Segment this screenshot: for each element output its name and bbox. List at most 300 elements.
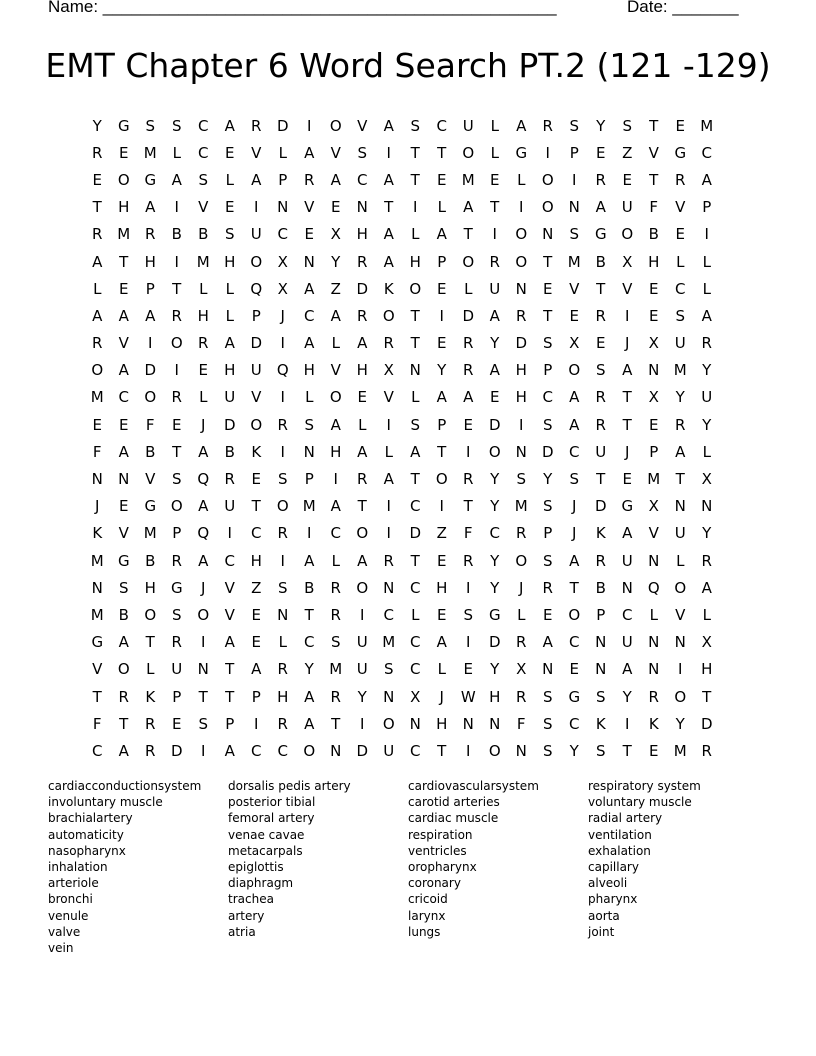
- grid-letter[interactable]: R: [92, 225, 103, 244]
- grid-letter[interactable]: R: [701, 334, 712, 353]
- grid-letter[interactable]: C: [251, 741, 262, 760]
- grid-letter[interactable]: G: [515, 143, 528, 162]
- grid-letter[interactable]: D: [594, 497, 607, 516]
- grid-letter[interactable]: O: [515, 252, 528, 271]
- grid-letter[interactable]: D: [250, 334, 263, 353]
- grid-letter[interactable]: J: [572, 497, 577, 516]
- grid-letter[interactable]: O: [488, 741, 501, 760]
- grid-letter[interactable]: C: [569, 714, 580, 733]
- grid-letter[interactable]: I: [413, 198, 418, 217]
- grid-letter[interactable]: P: [145, 279, 155, 298]
- grid-letter[interactable]: S: [410, 116, 421, 135]
- grid-letter[interactable]: N: [648, 551, 660, 570]
- grid-letter[interactable]: M: [382, 633, 396, 652]
- grid-letter[interactable]: A: [251, 660, 262, 679]
- grid-letter[interactable]: M: [143, 524, 157, 543]
- grid-letter[interactable]: I: [333, 470, 338, 489]
- grid-letter[interactable]: C: [277, 741, 288, 760]
- grid-letter[interactable]: G: [117, 116, 130, 135]
- grid-letter[interactable]: T: [304, 605, 314, 624]
- grid-letter[interactable]: I: [174, 198, 179, 217]
- grid-letter[interactable]: I: [386, 415, 391, 434]
- grid-letter[interactable]: L: [278, 633, 287, 652]
- grid-letter[interactable]: T: [675, 470, 685, 489]
- grid-letter[interactable]: E: [92, 415, 102, 434]
- grid-letter[interactable]: Y: [331, 252, 341, 271]
- grid-letter[interactable]: S: [304, 415, 315, 434]
- grid-letter[interactable]: N: [303, 442, 315, 461]
- grid-letter[interactable]: S: [569, 470, 580, 489]
- grid-letter[interactable]: J: [201, 415, 206, 434]
- grid-letter[interactable]: R: [595, 551, 606, 570]
- grid-letter[interactable]: T: [384, 198, 394, 217]
- grid-letter[interactable]: A: [701, 578, 712, 597]
- grid-letter[interactable]: C: [622, 605, 633, 624]
- grid-letter[interactable]: C: [569, 442, 580, 461]
- grid-letter[interactable]: T: [437, 741, 447, 760]
- grid-letter[interactable]: C: [675, 279, 686, 298]
- grid-letter[interactable]: K: [145, 687, 156, 706]
- grid-letter[interactable]: P: [437, 252, 447, 271]
- grid-letter[interactable]: R: [171, 551, 182, 570]
- grid-letter[interactable]: H: [277, 687, 289, 706]
- grid-letter[interactable]: Y: [622, 687, 632, 706]
- grid-letter[interactable]: O: [541, 170, 554, 189]
- grid-letter[interactable]: A: [675, 442, 686, 461]
- grid-letter[interactable]: G: [91, 633, 104, 652]
- grid-letter[interactable]: E: [649, 741, 659, 760]
- grid-letter[interactable]: Y: [490, 334, 500, 353]
- grid-letter[interactable]: L: [490, 116, 499, 135]
- grid-letter[interactable]: H: [144, 252, 156, 271]
- grid-letter[interactable]: K: [383, 279, 394, 298]
- grid-letter[interactable]: L: [146, 660, 155, 679]
- grid-letter[interactable]: O: [170, 334, 183, 353]
- grid-letter[interactable]: L: [225, 170, 234, 189]
- grid-letter[interactable]: S: [569, 225, 580, 244]
- grid-letter[interactable]: E: [225, 198, 235, 217]
- grid-letter[interactable]: N: [542, 225, 554, 244]
- grid-letter[interactable]: L: [384, 442, 393, 461]
- grid-letter[interactable]: O: [303, 741, 316, 760]
- grid-letter[interactable]: V: [198, 198, 209, 217]
- grid-letter[interactable]: N: [674, 633, 686, 652]
- grid-letter[interactable]: A: [118, 306, 129, 325]
- grid-letter[interactable]: I: [625, 306, 630, 325]
- grid-letter[interactable]: T: [331, 714, 341, 733]
- grid-letter[interactable]: A: [224, 741, 235, 760]
- grid-letter[interactable]: C: [542, 388, 553, 407]
- grid-letter[interactable]: E: [596, 143, 606, 162]
- grid-letter[interactable]: F: [516, 714, 526, 733]
- grid-letter[interactable]: N: [303, 252, 315, 271]
- grid-letter[interactable]: I: [466, 442, 471, 461]
- grid-letter[interactable]: I: [254, 714, 259, 733]
- grid-letter[interactable]: A: [198, 551, 209, 570]
- grid-letter[interactable]: P: [225, 714, 235, 733]
- grid-letter[interactable]: D: [700, 714, 713, 733]
- grid-letter[interactable]: B: [171, 225, 182, 244]
- grid-letter[interactable]: V: [383, 388, 394, 407]
- grid-letter[interactable]: O: [117, 170, 130, 189]
- grid-letter[interactable]: S: [145, 116, 156, 135]
- grid-letter[interactable]: T: [649, 116, 659, 135]
- grid-letter[interactable]: E: [569, 306, 579, 325]
- grid-letter[interactable]: S: [224, 225, 235, 244]
- grid-letter[interactable]: E: [596, 334, 606, 353]
- grid-letter[interactable]: S: [198, 170, 209, 189]
- grid-letter[interactable]: O: [462, 252, 475, 271]
- grid-letter[interactable]: O: [250, 252, 263, 271]
- grid-letter[interactable]: E: [304, 225, 314, 244]
- grid-letter[interactable]: Y: [702, 361, 712, 380]
- grid-letter[interactable]: L: [649, 605, 658, 624]
- grid-letter[interactable]: A: [436, 633, 447, 652]
- grid-letter[interactable]: E: [490, 388, 500, 407]
- grid-letter[interactable]: T: [410, 143, 420, 162]
- grid-letter[interactable]: R: [542, 578, 553, 597]
- grid-letter[interactable]: M: [567, 252, 581, 271]
- grid-letter[interactable]: J: [625, 334, 630, 353]
- grid-letter[interactable]: I: [174, 252, 179, 271]
- grid-letter[interactable]: R: [92, 334, 103, 353]
- grid-letter[interactable]: I: [280, 551, 285, 570]
- grid-letter[interactable]: R: [516, 687, 527, 706]
- grid-letter[interactable]: H: [224, 361, 236, 380]
- grid-letter[interactable]: A: [304, 143, 315, 162]
- grid-letter[interactable]: G: [568, 687, 581, 706]
- grid-letter[interactable]: S: [277, 470, 288, 489]
- grid-letter[interactable]: O: [621, 225, 634, 244]
- grid-letter[interactable]: V: [357, 116, 368, 135]
- grid-letter[interactable]: E: [92, 170, 102, 189]
- grid-letter[interactable]: M: [673, 361, 687, 380]
- grid-letter[interactable]: F: [145, 415, 155, 434]
- grid-letter[interactable]: M: [196, 252, 210, 271]
- grid-letter[interactable]: Y: [490, 578, 500, 597]
- grid-letter[interactable]: Q: [250, 279, 263, 298]
- grid-letter[interactable]: Y: [490, 470, 500, 489]
- grid-letter[interactable]: S: [542, 551, 553, 570]
- grid-letter[interactable]: X: [648, 334, 659, 353]
- grid-letter[interactable]: O: [462, 143, 475, 162]
- grid-letter[interactable]: W: [460, 687, 476, 706]
- grid-letter[interactable]: O: [435, 470, 448, 489]
- grid-letter[interactable]: R: [92, 143, 103, 162]
- grid-letter[interactable]: Y: [490, 660, 500, 679]
- grid-letter[interactable]: A: [489, 361, 500, 380]
- grid-letter[interactable]: C: [410, 633, 421, 652]
- grid-letter[interactable]: A: [436, 388, 447, 407]
- grid-letter[interactable]: E: [251, 633, 261, 652]
- grid-letter[interactable]: T: [251, 497, 261, 516]
- grid-letter[interactable]: Y: [569, 741, 579, 760]
- grid-letter[interactable]: T: [463, 497, 473, 516]
- grid-letter[interactable]: F: [92, 442, 102, 461]
- grid-letter[interactable]: N: [409, 714, 421, 733]
- grid-letter[interactable]: U: [224, 497, 236, 516]
- grid-letter[interactable]: U: [356, 660, 368, 679]
- grid-letter[interactable]: C: [357, 170, 368, 189]
- grid-letter[interactable]: X: [277, 279, 288, 298]
- grid-letter[interactable]: S: [595, 687, 606, 706]
- grid-letter[interactable]: A: [145, 306, 156, 325]
- grid-letter[interactable]: E: [543, 279, 553, 298]
- grid-letter[interactable]: G: [621, 497, 634, 516]
- grid-letter[interactable]: N: [674, 497, 686, 516]
- grid-letter[interactable]: E: [490, 170, 500, 189]
- grid-letter[interactable]: F: [463, 524, 473, 543]
- grid-letter[interactable]: O: [197, 605, 210, 624]
- grid-letter[interactable]: H: [648, 252, 660, 271]
- grid-letter[interactable]: T: [410, 170, 420, 189]
- grid-letter[interactable]: T: [410, 334, 420, 353]
- grid-letter[interactable]: O: [488, 442, 501, 461]
- grid-letter[interactable]: R: [277, 524, 288, 543]
- grid-letter[interactable]: A: [330, 415, 341, 434]
- grid-letter[interactable]: G: [144, 497, 157, 516]
- grid-letter[interactable]: H: [701, 660, 713, 679]
- grid-letter[interactable]: E: [357, 388, 367, 407]
- grid-letter[interactable]: V: [224, 578, 235, 597]
- grid-letter[interactable]: T: [92, 198, 102, 217]
- grid-letter[interactable]: T: [145, 633, 155, 652]
- grid-letter[interactable]: G: [170, 578, 183, 597]
- grid-letter[interactable]: C: [330, 524, 341, 543]
- grid-letter[interactable]: N: [277, 198, 289, 217]
- grid-letter[interactable]: N: [515, 741, 527, 760]
- grid-letter[interactable]: U: [674, 524, 686, 543]
- grid-letter[interactable]: R: [145, 741, 156, 760]
- grid-letter[interactable]: B: [595, 252, 606, 271]
- grid-letter[interactable]: G: [488, 605, 501, 624]
- grid-letter[interactable]: T: [543, 306, 553, 325]
- grid-letter[interactable]: H: [118, 198, 130, 217]
- grid-letter[interactable]: R: [701, 551, 712, 570]
- grid-letter[interactable]: S: [383, 660, 394, 679]
- grid-letter[interactable]: N: [277, 605, 289, 624]
- grid-letter[interactable]: N: [383, 687, 395, 706]
- grid-letter[interactable]: J: [439, 687, 444, 706]
- grid-letter[interactable]: L: [517, 605, 526, 624]
- grid-letter[interactable]: C: [410, 578, 421, 597]
- grid-letter[interactable]: N: [91, 578, 103, 597]
- grid-letter[interactable]: M: [461, 170, 475, 189]
- grid-letter[interactable]: I: [360, 714, 365, 733]
- grid-letter[interactable]: N: [383, 578, 395, 597]
- grid-letter[interactable]: T: [702, 687, 712, 706]
- grid-letter[interactable]: I: [466, 741, 471, 760]
- grid-letter[interactable]: O: [170, 497, 183, 516]
- grid-letter[interactable]: V: [622, 279, 633, 298]
- grid-letter[interactable]: A: [118, 633, 129, 652]
- grid-letter[interactable]: T: [357, 497, 367, 516]
- grid-letter[interactable]: I: [280, 388, 285, 407]
- grid-letter[interactable]: L: [199, 279, 208, 298]
- grid-letter[interactable]: Y: [543, 470, 553, 489]
- grid-letter[interactable]: N: [462, 714, 474, 733]
- grid-letter[interactable]: I: [439, 497, 444, 516]
- grid-letter[interactable]: H: [197, 306, 209, 325]
- grid-letter[interactable]: E: [225, 143, 235, 162]
- grid-letter[interactable]: G: [144, 170, 157, 189]
- grid-letter[interactable]: A: [383, 252, 394, 271]
- grid-letter[interactable]: N: [542, 660, 554, 679]
- grid-letter[interactable]: P: [172, 687, 182, 706]
- grid-letter[interactable]: G: [117, 551, 130, 570]
- grid-letter[interactable]: A: [330, 170, 341, 189]
- grid-letter[interactable]: S: [463, 605, 474, 624]
- grid-letter[interactable]: L: [702, 605, 711, 624]
- grid-letter[interactable]: V: [145, 470, 156, 489]
- grid-letter[interactable]: R: [357, 252, 368, 271]
- grid-letter[interactable]: P: [543, 361, 553, 380]
- grid-letter[interactable]: Y: [490, 497, 500, 516]
- grid-letter[interactable]: D: [144, 361, 157, 380]
- grid-letter[interactable]: N: [515, 279, 527, 298]
- grid-letter[interactable]: U: [595, 442, 607, 461]
- grid-letter[interactable]: A: [118, 361, 129, 380]
- grid-letter[interactable]: C: [383, 605, 394, 624]
- grid-letter[interactable]: E: [649, 306, 659, 325]
- grid-letter[interactable]: X: [516, 660, 527, 679]
- grid-letter[interactable]: V: [92, 660, 103, 679]
- grid-letter[interactable]: E: [437, 279, 447, 298]
- grid-letter[interactable]: F: [92, 714, 102, 733]
- grid-letter[interactable]: D: [170, 741, 183, 760]
- grid-letter[interactable]: A: [383, 470, 394, 489]
- grid-letter[interactable]: A: [542, 633, 553, 652]
- grid-letter[interactable]: Q: [197, 470, 210, 489]
- grid-letter[interactable]: R: [357, 470, 368, 489]
- grid-letter[interactable]: I: [227, 524, 232, 543]
- grid-letter[interactable]: P: [649, 442, 659, 461]
- grid-letter[interactable]: R: [701, 741, 712, 760]
- grid-letter[interactable]: O: [674, 687, 687, 706]
- grid-letter[interactable]: V: [118, 334, 129, 353]
- grid-letter[interactable]: R: [118, 687, 129, 706]
- grid-letter[interactable]: K: [595, 714, 606, 733]
- grid-letter[interactable]: A: [463, 198, 474, 217]
- grid-letter[interactable]: R: [516, 306, 527, 325]
- grid-letter[interactable]: R: [224, 470, 235, 489]
- grid-letter[interactable]: J: [572, 524, 577, 543]
- grid-letter[interactable]: G: [594, 225, 607, 244]
- grid-letter[interactable]: O: [382, 306, 395, 325]
- grid-letter[interactable]: L: [490, 143, 499, 162]
- grid-letter[interactable]: E: [198, 361, 208, 380]
- grid-letter[interactable]: I: [254, 198, 259, 217]
- grid-letter[interactable]: E: [622, 170, 632, 189]
- grid-letter[interactable]: L: [305, 388, 314, 407]
- grid-letter[interactable]: V: [251, 388, 262, 407]
- grid-letter[interactable]: C: [304, 306, 315, 325]
- grid-letter[interactable]: A: [595, 198, 606, 217]
- grid-letter[interactable]: A: [383, 170, 394, 189]
- grid-letter[interactable]: T: [490, 198, 500, 217]
- grid-letter[interactable]: E: [649, 279, 659, 298]
- grid-letter[interactable]: Y: [675, 388, 685, 407]
- grid-letter[interactable]: D: [356, 279, 369, 298]
- grid-letter[interactable]: R: [463, 551, 474, 570]
- grid-letter[interactable]: I: [386, 143, 391, 162]
- grid-letter[interactable]: O: [356, 578, 369, 597]
- grid-letter[interactable]: V: [251, 143, 262, 162]
- grid-letter[interactable]: K: [595, 524, 606, 543]
- grid-letter[interactable]: U: [621, 198, 633, 217]
- grid-letter[interactable]: T: [437, 143, 447, 162]
- grid-letter[interactable]: R: [463, 361, 474, 380]
- grid-letter[interactable]: J: [519, 578, 524, 597]
- grid-letter[interactable]: R: [251, 116, 262, 135]
- grid-letter[interactable]: T: [437, 442, 447, 461]
- grid-letter[interactable]: A: [118, 741, 129, 760]
- grid-letter[interactable]: Z: [330, 279, 341, 298]
- grid-letter[interactable]: N: [330, 741, 342, 760]
- grid-letter[interactable]: L: [464, 279, 473, 298]
- grid-letter[interactable]: E: [251, 470, 261, 489]
- grid-letter[interactable]: O: [91, 361, 104, 380]
- grid-letter[interactable]: C: [92, 741, 103, 760]
- grid-letter[interactable]: S: [171, 470, 182, 489]
- grid-letter[interactable]: I: [466, 578, 471, 597]
- grid-letter[interactable]: D: [515, 334, 528, 353]
- grid-letter[interactable]: T: [225, 660, 235, 679]
- grid-letter[interactable]: O: [515, 551, 528, 570]
- grid-letter[interactable]: A: [463, 388, 474, 407]
- grid-letter[interactable]: L: [93, 279, 102, 298]
- grid-letter[interactable]: M: [514, 497, 528, 516]
- grid-letter[interactable]: A: [92, 306, 103, 325]
- grid-letter[interactable]: Y: [92, 116, 102, 135]
- grid-letter[interactable]: N: [489, 714, 501, 733]
- grid-letter[interactable]: J: [280, 306, 285, 325]
- grid-letter[interactable]: I: [307, 524, 312, 543]
- grid-letter[interactable]: V: [118, 524, 129, 543]
- grid-letter[interactable]: C: [198, 116, 209, 135]
- grid-letter[interactable]: H: [515, 361, 527, 380]
- grid-letter[interactable]: R: [675, 415, 686, 434]
- grid-letter[interactable]: T: [172, 279, 182, 298]
- grid-letter[interactable]: L: [278, 143, 287, 162]
- grid-letter[interactable]: U: [356, 633, 368, 652]
- grid-letter[interactable]: S: [675, 306, 686, 325]
- grid-letter[interactable]: X: [330, 225, 341, 244]
- grid-letter[interactable]: Q: [647, 578, 660, 597]
- grid-letter[interactable]: C: [251, 524, 262, 543]
- grid-letter[interactable]: N: [648, 660, 660, 679]
- grid-letter[interactable]: B: [118, 605, 129, 624]
- grid-letter[interactable]: H: [144, 578, 156, 597]
- grid-letter[interactable]: R: [171, 633, 182, 652]
- grid-letter[interactable]: R: [277, 714, 288, 733]
- grid-letter[interactable]: O: [674, 578, 687, 597]
- grid-letter[interactable]: G: [674, 143, 687, 162]
- grid-letter[interactable]: S: [542, 687, 553, 706]
- grid-letter[interactable]: C: [410, 660, 421, 679]
- grid-letter[interactable]: D: [223, 415, 236, 434]
- grid-letter[interactable]: A: [622, 524, 633, 543]
- grid-letter[interactable]: B: [304, 578, 315, 597]
- grid-letter[interactable]: R: [675, 170, 686, 189]
- grid-letter[interactable]: E: [119, 143, 129, 162]
- grid-letter[interactable]: R: [330, 687, 341, 706]
- grid-letter[interactable]: A: [304, 334, 315, 353]
- grid-letter[interactable]: S: [595, 741, 606, 760]
- grid-letter[interactable]: A: [330, 306, 341, 325]
- grid-letter[interactable]: S: [277, 578, 288, 597]
- grid-letter[interactable]: S: [171, 116, 182, 135]
